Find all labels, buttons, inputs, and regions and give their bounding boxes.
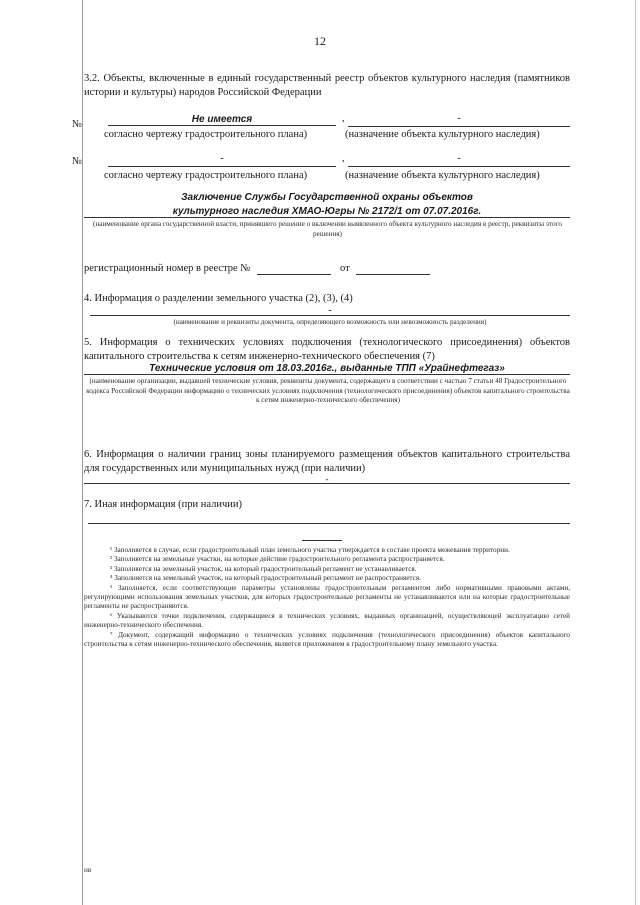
section-7-answer-line bbox=[88, 523, 570, 524]
conclusion-caption: (наименование органа государственной власти, принявшего решение о включении выявленного объекта культурного наследия в реестр, реквизиты этого решения) bbox=[93, 220, 562, 238]
row2-comma: , bbox=[342, 153, 345, 164]
row1-left-label: согласно чертежу градостроительного плана) bbox=[104, 129, 308, 140]
row1-purpose-value: - bbox=[348, 112, 570, 127]
section-4-text: 4. Информация о разделении земельного участка (2), (3), (4) bbox=[84, 293, 353, 304]
scan-left-edge bbox=[82, 0, 83, 905]
footnote-1: ¹ Заполняется в случае, если градостроительный план земельного участка утверждается в составе проекта межевания территории. bbox=[110, 546, 510, 554]
conclusion-line-1: Заключение Службы Государственной охраны объектов bbox=[181, 192, 473, 203]
section-4-value: - bbox=[90, 306, 570, 316]
footnote-6: ⁶ Указываются точки подключения, содержащиеся в технических условиях, выданных организацией, осуществляющей эксплуатацию сетей инженерно-технического обеспечения. bbox=[84, 611, 570, 630]
section-5-caption: (наименование организации, выдавшей технические условия, реквизиты документа, содержащего в соответствии с частью 7 статьи 48 Градостроительного кодекса Российской Федерации информацию о технических условиях подключения (технологического присоединения) объектов капитального строительства к сетям инженерно-технического обеспечения) bbox=[86, 377, 570, 404]
row2-left-label: согласно чертежу градостроительного плана) bbox=[104, 170, 308, 181]
row2-purpose-value: - bbox=[348, 152, 570, 167]
section-3-2-text: 3.2. Объекты, включенные в единый государственный реестр объектов культурного наследия (памятников истории и культуры) народов Российской Федерации bbox=[84, 73, 570, 98]
row1-number-sign: № bbox=[72, 119, 83, 130]
registration-date-line bbox=[356, 274, 430, 275]
row1-right-label: (назначение объекта культурного наследия) bbox=[345, 129, 540, 140]
page-number: 12 bbox=[314, 34, 326, 48]
footnote-4: ⁴ Заполняется на земельный участок, на который градостроительный регламент не распространяется. bbox=[110, 574, 421, 583]
registration-from-label: от bbox=[340, 263, 350, 274]
section-5-text: 5. Информация о технических условиях подключения (технологического присоединения) объектов капитального строительства к сетям инженерно-технического обеспечения (7) bbox=[84, 337, 570, 362]
row1-value: Не имеется bbox=[108, 114, 336, 126]
footnotes bbox=[84, 546, 570, 649]
section-6-value: - bbox=[84, 475, 570, 484]
registration-number-line bbox=[257, 274, 331, 275]
section-6-text: 6. Информация о наличии границ зоны планируемого размещения объектов капитального строительства для государственных или муниципальных нужд (при наличии) bbox=[84, 449, 570, 474]
row2-number-sign: № bbox=[72, 156, 83, 167]
footnote-7: ⁷ Документ, содержащий информацию о технических условиях подключения (технологического присоединения) объектов капитального строительства к сетям инженерно-технического обеспечения, является приложением к градостроительному плану земельного участка. bbox=[84, 630, 570, 649]
footnote-3: ³ Заполняется на земельный участок, на который градостроительный регламент не устанавливается. bbox=[110, 564, 417, 573]
section-4-caption: (наименование и реквизиты документа, определяющего возможность или невозможность разделения) bbox=[173, 318, 487, 326]
footnote-5: ⁵ Заполняется, если соответствующие параметры установлены градостроительным регламентом либо нормативными правовыми актами, регулирующими использования земельных участков, для которых градостроительные регламенты не устанавливаются или на которые градостроительные регламенты не распространяются. bbox=[84, 583, 570, 611]
bottom-mark: нв bbox=[84, 866, 92, 874]
row2-right-label: (назначение объекта культурного наследия) bbox=[345, 170, 540, 181]
registration-label: регистрационный номер в реестре № bbox=[84, 263, 251, 274]
conclusion-line-2: культурного наследия ХМАО-Югры № 2172/1 от 07.07.2016г. bbox=[84, 206, 570, 218]
row1-comma: , bbox=[342, 113, 345, 124]
row2-value: - bbox=[108, 152, 336, 167]
scan-right-edge bbox=[635, 0, 636, 905]
section-7-text: 7. Иная информация (при наличии) bbox=[84, 499, 242, 510]
footnote-separator bbox=[302, 540, 342, 541]
footnote-2: ² Заполняется на земельные участки, на которые действие градостроительного регламента распространяется. bbox=[110, 555, 445, 564]
section-5-value: Технические условия от 18.03.2016г., выданные ТПП «Урайнефтегаз» bbox=[84, 363, 570, 375]
